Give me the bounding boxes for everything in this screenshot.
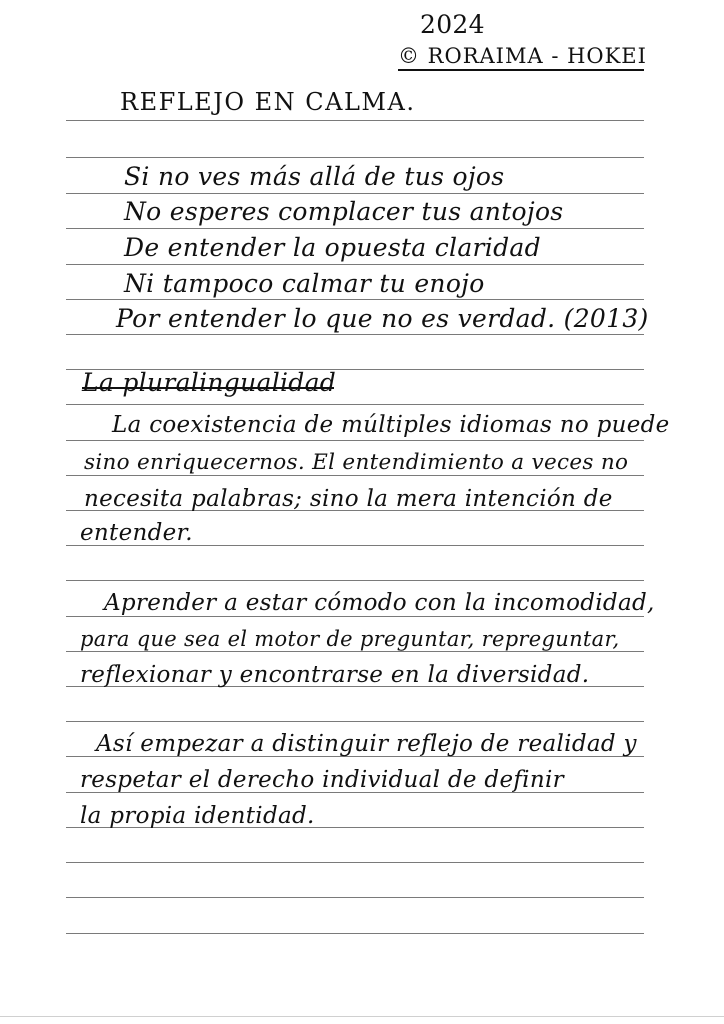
ruled-line	[66, 651, 644, 652]
ruled-line	[66, 475, 644, 476]
ruled-line	[66, 157, 644, 158]
poem-line: No esperes complacer tus antojos	[124, 197, 564, 226]
ruled-line	[66, 228, 644, 229]
page-edge	[0, 1016, 724, 1017]
strikethrough-line	[82, 387, 334, 389]
section-heading: La pluralingualidad	[82, 368, 337, 397]
ruled-line	[66, 580, 644, 581]
ruled-line	[66, 440, 644, 441]
paragraph-line: La coexistencia de múltiples idiomas no puede	[112, 412, 670, 438]
paragraph-line: Aprender a estar cómodo con la incomodidad,	[104, 590, 655, 616]
copyright-label: © RORAIMA - HOKEI	[398, 44, 647, 68]
paragraph-line: para que sea el motor de preguntar, repreguntar,	[80, 627, 620, 651]
paragraph-line: reflexionar y encontrarse en la diversidad.	[80, 662, 590, 688]
paragraph-line: la propia identidad.	[80, 803, 315, 829]
paragraph-line: sino enriquecernos. El entendimiento a veces no	[84, 450, 629, 475]
paragraph-line: respetar el derecho individual de definir	[80, 767, 564, 793]
poem-line: Por entender lo que no es verdad. (2013)	[116, 304, 649, 333]
paragraph-line: entender.	[80, 520, 193, 546]
ruled-line	[66, 721, 644, 722]
poem-line: De entender la opuesta claridad	[124, 233, 541, 262]
ruled-line	[66, 404, 644, 405]
paragraph-line: Así empezar a distinguir reflejo de realidad y	[96, 731, 637, 757]
poem-line: Ni tampoco calmar tu enojo	[124, 269, 485, 298]
ruled-line	[66, 334, 644, 335]
poem-line: Si no ves más allá de tus ojos	[124, 162, 505, 191]
paragraph-line: necesita palabras; sino la mera intención de	[84, 486, 613, 512]
ruled-line	[66, 264, 644, 265]
ruled-line	[66, 933, 644, 934]
ruled-line	[66, 120, 644, 121]
year-label: 2024	[420, 10, 485, 39]
ruled-line	[66, 897, 644, 898]
ruled-line	[66, 616, 644, 617]
ruled-line	[66, 299, 644, 300]
ruled-line	[66, 862, 644, 863]
page-title: REFLEJO EN CALMA.	[120, 88, 416, 116]
ruled-line	[66, 193, 644, 194]
copyright-underline	[398, 69, 644, 71]
